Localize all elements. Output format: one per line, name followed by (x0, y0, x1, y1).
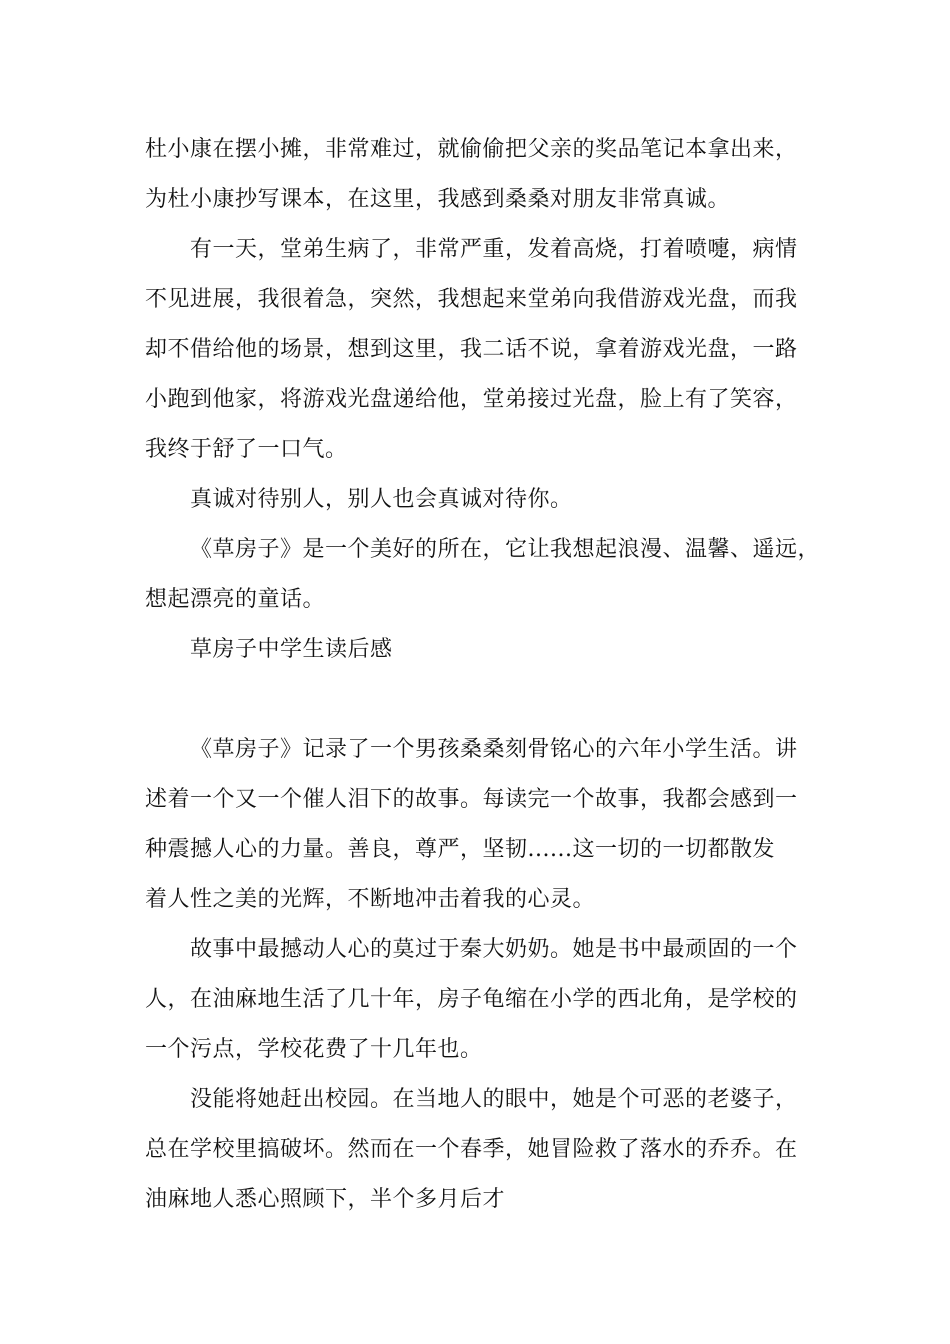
text-line: 杜小康在摆小摊，非常难过，就偷偷把父亲的奖品笔记本拿出来， (145, 137, 798, 162)
text-line: 没能将她赶出校园。在当地人的眼中，她是个可恶的老婆子， (190, 1087, 798, 1112)
text-line: 着人性之美的光辉，不断地冲击着我的心灵。 (145, 887, 596, 912)
text-line: 《草房子》记录了一个男孩桑桑刻骨铭心的六年小学生活。讲 (190, 737, 798, 762)
text-line: 一个污点，学校花费了十几年也。 (145, 1037, 483, 1062)
text-line: 《草房子》是一个美好的所在，它让我想起浪漫、温馨、遥远， (190, 537, 821, 562)
text-line: 总在学校里搞破坏。然而在一个春季，她冒险救了落水的乔乔。在 (145, 1137, 798, 1162)
text-line: 人，在油麻地生活了几十年，房子龟缩在小学的西北角，是学校的 (145, 987, 798, 1012)
text-line: 有一天，堂弟生病了，非常严重，发着高烧，打着喷嚏，病情 (190, 237, 798, 262)
text-line: 油麻地人悉心照顾下，半个多月后才 (145, 1187, 506, 1212)
text-line: 想起漂亮的童话。 (145, 587, 326, 612)
text-line: 我终于舒了一口气。 (145, 437, 348, 462)
section-heading: 草房子中学生读后感 (190, 637, 393, 662)
text-line: 为杜小康抄写课本，在这里，我感到桑桑对朋友非常真诚。 (145, 187, 731, 212)
text-line: 小跑到他家，将游戏光盘递给他，堂弟接过光盘，脸上有了笑容， (145, 387, 798, 412)
text-line: 故事中最撼动人心的莫过于秦大奶奶。她是书中最顽固的一个 (190, 937, 798, 962)
text-line: 不见进展，我很着急，突然，我想起来堂弟向我借游戏光盘，而我 (145, 287, 798, 312)
text-line: 述着一个又一个催人泪下的故事。每读完一个故事，我都会感到一 (145, 787, 798, 812)
text-line: 种震撼人心的力量。善良，尊严，坚韧......这一切的一切都散发 (145, 837, 775, 862)
text-line: 真诚对待别人，别人也会真诚对待你。 (190, 487, 573, 512)
text-line: 却不借给他的场景，想到这里，我二话不说，拿着游戏光盘，一路 (145, 337, 798, 362)
